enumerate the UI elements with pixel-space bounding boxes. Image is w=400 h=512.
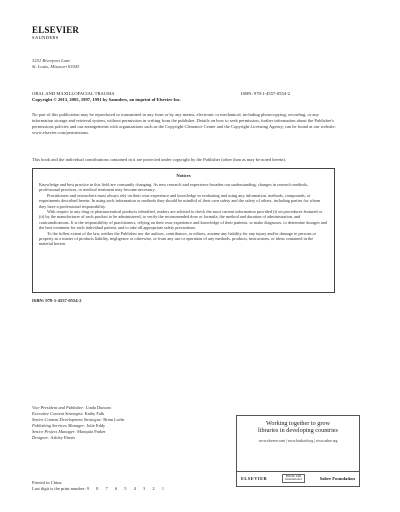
sabre-heading: Working together to grow libraries in developing countries [258, 420, 338, 435]
credit-line: Vice President and Publisher: Linda Duncan [32, 405, 111, 410]
print-digits: 9 8 7 6 5 4 3 2 1 [86, 486, 165, 491]
credit-line: Senior Project Manager: Marquita Parker [32, 429, 106, 434]
protection-paragraph: This book and the individual contributions contained in it are protected under copyright by the Publisher (other than as may be noted herein). [32, 157, 287, 162]
notice-paragraph-1: Knowledge and best practice in this field are constantly changing. As new research and experience broaden our understanding, changes in research methods, professional practices, or medical treatment may become necessary. [39, 182, 309, 193]
production-credits [32, 405, 125, 441]
book-aid-logo: BOOK AID International [282, 474, 304, 483]
publisher-logo [32, 26, 79, 41]
sabre-foundation-logo: Sabre Foundation [319, 475, 355, 481]
rights-paragraph: No part of this publication may be reproduced or transmitted in any form or by any means, electronic or mechanical, including photocopying, recording, or any information storage and retrieval system, without permission in writing from the publisher. Details on how to seek permission, further information about the Publisher's permissions policies and our arrangements with organizations such as the Copyright Clearance Center and the Copyright Licensing Agency, can be found at our website: www.elsevier.com/permissions. [32, 112, 336, 135]
printed-in: Printed in China [32, 480, 62, 485]
notices-box [32, 168, 335, 293]
notice-paragraph-3: With respect to any drug or pharmaceutical products identified, readers are advised to check the most current information provided (i) on procedures featured or (ii) by the manufacturer of each product to be administered, to verify the recommended dose or formula, the method and duration of administration, and contraindications. It is the responsibility of practitioners, relying on their own experience and knowledge of their patients, to make diagnoses, to determine dosages and the best treatment for each individual patient, and to take all appropriate safety precautions. [39, 209, 327, 231]
sabre-foundation-box [236, 415, 360, 487]
credit-line: Executive Content Strategist: Kathy Falk [32, 411, 105, 416]
credit-line: Publishing Services Manager: Julie Eddy [32, 423, 106, 428]
elsevier-logo-text: ELSEVIER [32, 25, 80, 35]
isbn-top: ISBN: 978-1-4557-0554-2 [241, 91, 290, 96]
credit-line: Designer: Ashley Eberts [32, 435, 76, 440]
sabre-urls: www.elsevier.com | www.bookaid.org | www.sabre.org [258, 438, 338, 443]
credit-line: Senior Content Development Strategist: Brian Loehr [32, 417, 125, 422]
elsevier-small-logo: ELSEVIER [241, 475, 268, 481]
print-number-line: Last digit is the print number: 9 8 7 6 5 4 3 2 1 [32, 486, 165, 491]
address-line-1: 3251 Riverport Lane [32, 58, 71, 63]
notice-paragraph-4: To the fullest extent of the law, neither the Publisher nor the authors, contributors, or editors, assume any liability for any injury and/or damage to persons or property as a matter of products liability, negligence or otherwise, or from any use or operation of any methods, products, instructions, or ideas contained in the material herein. [39, 230, 317, 247]
saunders-imprint-text: SAUNDERS [32, 35, 59, 40]
address-line-2: St. Louis, Missouri 63043 [32, 64, 80, 69]
copyright-line: Copyright © 2013, 2005, 1997, 1991 by Saunders, an imprint of Elsevier Inc. [32, 97, 181, 102]
printing-info [32, 480, 165, 492]
publisher-address [32, 58, 79, 70]
sabre-logos [241, 474, 355, 483]
notices-title: Notices [176, 173, 191, 178]
book-title: ORAL AND MAXILLOFACIAL TRAUMA [32, 91, 115, 96]
notice-paragraph-2: Practitioners and researchers must always rely on their own experience and knowledge in evaluating and using any information, methods, compounds, or experiments described herein. In using such information or methods they should be mindful of their own safety and the safety of others, including parties for whom they have a professional responsibility. [39, 192, 321, 209]
isbn-bottom: ISBN: 978-1-4557-0554-2 [32, 298, 82, 303]
sabre-divider [237, 471, 359, 472]
